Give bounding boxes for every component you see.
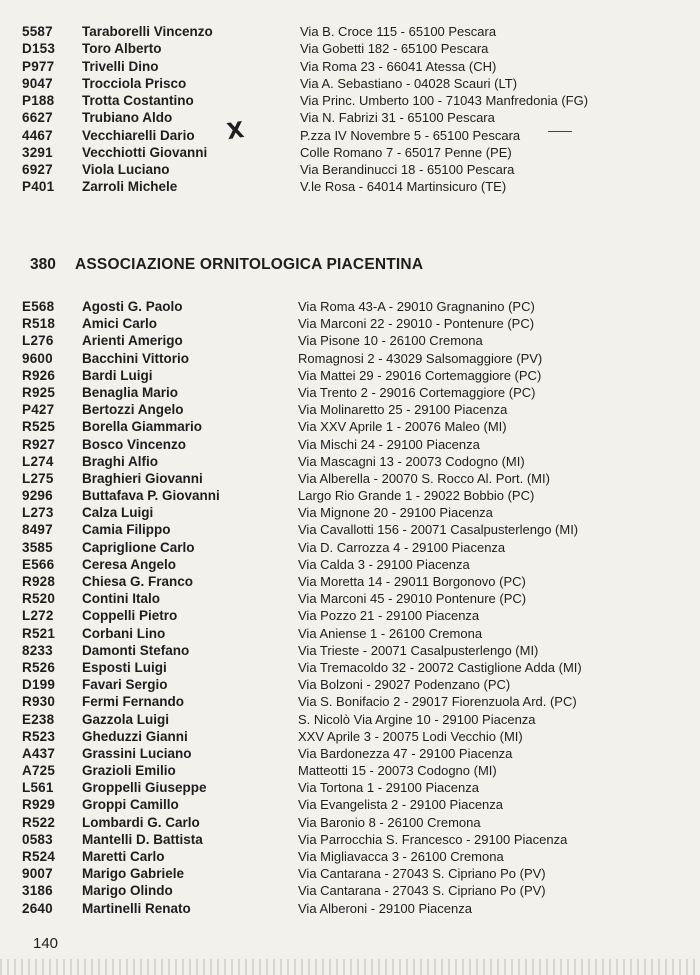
member-address: Via XXV Aprile 1 - 20076 Maleo (MI) bbox=[298, 419, 507, 435]
member-code: 3585 bbox=[22, 539, 53, 555]
member-name: Coppelli Pietro bbox=[82, 608, 178, 624]
member-code: 6627 bbox=[22, 110, 53, 126]
member-name: Favari Sergio bbox=[82, 677, 168, 693]
member-address: Via Parrocchia S. Francesco - 29100 Piacenza bbox=[298, 831, 568, 847]
member-name: Chiesa G. Franco bbox=[82, 574, 194, 589]
member-row bbox=[0, 298, 700, 315]
member-name: Capriglione Carlo bbox=[82, 539, 195, 555]
member-code: 9047 bbox=[22, 75, 53, 91]
member-row bbox=[0, 779, 700, 796]
member-code: L275 bbox=[22, 470, 54, 486]
member-code: R524 bbox=[22, 849, 56, 864]
pencil-dash bbox=[548, 131, 572, 132]
member-address: Via Cantarana - 27043 S. Cipriano Po (PV) bbox=[298, 883, 546, 899]
member-code: E566 bbox=[22, 556, 55, 572]
member-row bbox=[0, 865, 700, 882]
member-address: Via A. Sebastiano - 04028 Scauri (LT) bbox=[300, 75, 518, 91]
member-row bbox=[0, 92, 700, 109]
member-row bbox=[0, 315, 700, 332]
member-row bbox=[0, 728, 700, 745]
member-name: Camia Filippo bbox=[82, 522, 171, 538]
member-row bbox=[0, 659, 700, 676]
member-name: Buttafava P. Giovanni bbox=[82, 488, 220, 504]
member-address: Via Cantarana - 27043 S. Cipriano Po (PV) bbox=[298, 866, 546, 882]
member-name: Amici Carlo bbox=[82, 316, 158, 332]
member-row bbox=[0, 23, 700, 40]
member-row bbox=[0, 436, 700, 453]
member-row bbox=[0, 58, 700, 75]
member-name: Mantelli D. Battista bbox=[82, 831, 203, 847]
member-name: Trotta Costantino bbox=[82, 93, 194, 108]
member-row bbox=[0, 521, 700, 538]
member-address: Via Alberoni - 29100 Piacenza bbox=[298, 900, 472, 916]
member-row bbox=[0, 693, 700, 710]
member-address: Via Gobetti 182 - 65100 Pescara bbox=[300, 41, 489, 57]
member-address: Colle Romano 7 - 65017 Penne (PE) bbox=[300, 144, 512, 160]
member-address: Via Roma 23 - 66041 Atessa (CH) bbox=[300, 58, 497, 74]
member-name: Trubiano Aldo bbox=[82, 110, 173, 126]
member-row bbox=[0, 711, 700, 728]
member-code: R520 bbox=[22, 591, 56, 607]
member-name: Arienti Amerigo bbox=[82, 333, 183, 349]
member-address: Via Moretta 14 - 29011 Borgonovo (PC) bbox=[298, 574, 526, 589]
member-code: P188 bbox=[22, 93, 55, 108]
member-address: Via Baronio 8 - 26100 Cremona bbox=[298, 814, 481, 830]
member-code: E568 bbox=[22, 299, 55, 314]
member-code: R929 bbox=[22, 797, 56, 813]
member-address: Via Cavallotti 156 - 20071 Casalpusterlengo (MI) bbox=[298, 522, 579, 538]
member-code: A725 bbox=[22, 763, 56, 779]
member-name: Bacchini Vittorio bbox=[82, 350, 190, 366]
member-code: 3291 bbox=[22, 144, 53, 160]
member-code: 8233 bbox=[22, 642, 53, 658]
member-name: Borella Giammario bbox=[82, 419, 203, 435]
member-row bbox=[0, 487, 700, 504]
member-code: L561 bbox=[22, 780, 54, 796]
member-name: Vecchiarelli Dario bbox=[82, 127, 195, 143]
member-name: Benaglia Mario bbox=[82, 384, 179, 400]
member-address: Via Mignone 20 - 29100 Piacenza bbox=[298, 505, 493, 521]
member-code: 2640 bbox=[22, 900, 53, 916]
member-row bbox=[0, 625, 700, 642]
member-code: R925 bbox=[22, 384, 56, 400]
member-name: Lombardi G. Carlo bbox=[82, 814, 200, 830]
member-address: XXV Aprile 3 - 20075 Lodi Vecchio (MI) bbox=[298, 728, 523, 744]
member-row bbox=[0, 75, 700, 92]
member-code: R525 bbox=[22, 419, 56, 435]
member-row bbox=[0, 539, 700, 556]
member-address: Via Mischi 24 - 29100 Piacenza bbox=[298, 436, 480, 452]
member-code: 6927 bbox=[22, 162, 53, 177]
section-number: 380 bbox=[30, 256, 56, 273]
member-code: A437 bbox=[22, 745, 56, 761]
member-code: P427 bbox=[22, 402, 55, 418]
member-row bbox=[0, 762, 700, 779]
member-row bbox=[0, 401, 700, 418]
member-name: Corbani Lino bbox=[82, 625, 166, 641]
member-code: L274 bbox=[22, 453, 54, 469]
member-name: Fermi Fernando bbox=[82, 694, 185, 710]
member-address: Via S. Bonifacio 2 - 29017 Fiorenzuola Ard. (PC) bbox=[298, 694, 577, 710]
member-name: Maretti Carlo bbox=[82, 849, 165, 864]
member-name: Vecchiotti Giovanni bbox=[82, 144, 208, 160]
member-code: L272 bbox=[22, 608, 54, 624]
member-address: Via Bolzoni - 29027 Podenzano (PC) bbox=[298, 677, 511, 693]
member-address: Via Migliavacca 3 - 26100 Cremona bbox=[298, 849, 504, 864]
member-code: 0583 bbox=[22, 831, 53, 847]
scan-edge-noise bbox=[0, 959, 700, 975]
member-address: Via Evangelista 2 - 29100 Piacenza bbox=[298, 797, 504, 813]
member-code: R926 bbox=[22, 367, 56, 383]
member-address: Romagnosi 2 - 43029 Salsomaggiore (PV) bbox=[298, 350, 543, 366]
member-name: Taraborelli Vincenzo bbox=[82, 24, 213, 39]
member-name: Viola Luciano bbox=[82, 162, 170, 177]
member-code: 8497 bbox=[22, 522, 53, 538]
member-address: S. Nicolò Via Argine 10 - 29100 Piacenza bbox=[298, 711, 536, 727]
member-row bbox=[0, 144, 700, 161]
member-address: Via Marconi 45 - 29010 Pontenure (PC) bbox=[298, 591, 527, 607]
member-row bbox=[0, 418, 700, 435]
member-address: V.le Rosa - 64014 Martinsicuro (TE) bbox=[300, 179, 507, 195]
member-address: Via Alberella - 20070 S. Rocco Al. Port. (MI) bbox=[298, 470, 550, 486]
member-row bbox=[0, 882, 700, 899]
member-row bbox=[0, 161, 700, 178]
member-address: Via Aniense 1 - 26100 Cremona bbox=[298, 625, 483, 641]
member-code: P401 bbox=[22, 179, 55, 195]
member-row bbox=[0, 745, 700, 762]
member-address: Via Marconi 22 - 29010 - Pontenure (PC) bbox=[298, 316, 535, 332]
member-name: Braghi Alfio bbox=[82, 453, 158, 469]
member-name: Martinelli Renato bbox=[82, 900, 191, 916]
member-code: P977 bbox=[22, 58, 55, 74]
member-code: L276 bbox=[22, 333, 54, 349]
member-name: Bertozzi Angelo bbox=[82, 402, 184, 418]
member-address: Via D. Carrozza 4 - 29100 Piacenza bbox=[298, 539, 506, 555]
member-address: Via Pozzo 21 - 29100 Piacenza bbox=[298, 608, 480, 624]
member-row bbox=[0, 848, 700, 865]
page-number: 140 bbox=[33, 935, 59, 952]
member-row bbox=[0, 573, 700, 590]
member-name: Trivelli Dino bbox=[82, 58, 159, 74]
member-name: Marigo Gabriele bbox=[82, 866, 185, 882]
member-address: Via Trento 2 - 29016 Cortemaggiore (PC) bbox=[298, 384, 536, 400]
member-code: L273 bbox=[22, 505, 54, 521]
member-row bbox=[0, 178, 700, 195]
member-row bbox=[0, 40, 700, 57]
member-name: Esposti Luigi bbox=[82, 659, 167, 675]
member-row bbox=[0, 109, 700, 126]
member-address: Via Tremacoldo 32 - 20072 Castiglione Adda (MI) bbox=[298, 659, 582, 675]
member-address: P.zza IV Novembre 5 - 65100 Pescara bbox=[300, 127, 521, 143]
member-name: Bardi Luigi bbox=[82, 367, 153, 383]
member-code: 9007 bbox=[22, 866, 53, 882]
member-name: Gheduzzi Gianni bbox=[82, 728, 188, 744]
member-name: Groppelli Giuseppe bbox=[82, 780, 207, 796]
member-code: D153 bbox=[22, 41, 56, 57]
member-code: R928 bbox=[22, 574, 56, 589]
member-name: Grazioli Emilio bbox=[82, 763, 176, 779]
member-name: Toro Alberto bbox=[82, 41, 162, 57]
member-name: Braghieri Giovanni bbox=[82, 470, 203, 486]
member-name: Marigo Olindo bbox=[82, 883, 173, 899]
member-address: Largo Rio Grande 1 - 29022 Bobbio (PC) bbox=[298, 488, 535, 504]
member-row bbox=[0, 350, 700, 367]
member-list-previous-section bbox=[0, 23, 700, 196]
member-name: Ceresa Angelo bbox=[82, 556, 177, 572]
member-address: Via Princ. Umberto 100 - 71043 Manfredonia (FG) bbox=[300, 93, 589, 108]
member-name: Contini Italo bbox=[82, 591, 160, 607]
member-row bbox=[0, 796, 700, 813]
member-code: 9600 bbox=[22, 350, 53, 366]
member-address: Via Bardonezza 47 - 29100 Piacenza bbox=[298, 745, 513, 761]
member-row bbox=[0, 384, 700, 401]
member-code: R521 bbox=[22, 625, 56, 641]
member-code: 3186 bbox=[22, 883, 53, 899]
member-name: Damonti Stefano bbox=[82, 642, 190, 658]
member-code: R523 bbox=[22, 728, 56, 744]
member-address: Via Calda 3 - 29100 Piacenza bbox=[298, 556, 470, 572]
member-row bbox=[0, 367, 700, 384]
member-address: Matteotti 15 - 20073 Codogno (MI) bbox=[298, 763, 497, 779]
member-name: Calza Luigi bbox=[82, 505, 154, 521]
member-code: R927 bbox=[22, 436, 56, 452]
member-row bbox=[0, 453, 700, 470]
handwritten-mark: X bbox=[225, 117, 246, 146]
member-name: Zarroli Michele bbox=[82, 179, 178, 195]
member-name: Grassini Luciano bbox=[82, 745, 192, 761]
member-row bbox=[0, 556, 700, 573]
member-list bbox=[0, 298, 700, 917]
member-address: Via Trieste - 20071 Casalpusterlengo (MI) bbox=[298, 642, 539, 658]
member-code: R522 bbox=[22, 814, 56, 830]
section-title: ASSOCIAZIONE ORNITOLOGICA PIACENTINA bbox=[75, 256, 424, 273]
member-name: Groppi Camillo bbox=[82, 797, 179, 813]
member-name: Trocciola Prisco bbox=[82, 75, 187, 91]
member-address: Via Berandinucci 18 - 65100 Pescara bbox=[300, 162, 515, 177]
member-row bbox=[0, 504, 700, 521]
member-code: 9296 bbox=[22, 488, 53, 504]
member-row bbox=[0, 642, 700, 659]
member-row bbox=[0, 127, 700, 144]
member-code: R930 bbox=[22, 694, 56, 710]
member-row bbox=[0, 814, 700, 831]
member-row bbox=[0, 590, 700, 607]
member-address: Via Roma 43-A - 29010 Gragnanino (PC) bbox=[298, 299, 535, 314]
member-address: Via Pisone 10 - 26100 Cremona bbox=[298, 333, 483, 349]
member-name: Bosco Vincenzo bbox=[82, 436, 187, 452]
member-name: Gazzola Luigi bbox=[82, 711, 170, 727]
member-address: Via Mattei 29 - 29016 Cortemaggiore (PC) bbox=[298, 367, 542, 383]
member-row bbox=[0, 676, 700, 693]
member-code: 4467 bbox=[22, 127, 53, 143]
member-name: Agosti G. Paolo bbox=[82, 299, 183, 314]
member-row bbox=[0, 900, 700, 917]
member-address: Via Tortona 1 - 29100 Piacenza bbox=[298, 780, 479, 796]
member-address: Via N. Fabrizi 31 - 65100 Pescara bbox=[300, 110, 495, 126]
member-code: D199 bbox=[22, 677, 56, 693]
member-code: R518 bbox=[22, 316, 56, 332]
member-address: Via Mascagni 13 - 20073 Codogno (MI) bbox=[298, 453, 525, 469]
member-address: Via Molinaretto 25 - 29100 Piacenza bbox=[298, 402, 508, 418]
member-code: 5587 bbox=[22, 24, 53, 39]
member-code: E238 bbox=[22, 711, 55, 727]
member-row bbox=[0, 332, 700, 349]
member-row bbox=[0, 470, 700, 487]
member-row bbox=[0, 831, 700, 848]
member-row bbox=[0, 607, 700, 624]
member-code: R526 bbox=[22, 659, 56, 675]
member-address: Via B. Croce 115 - 65100 Pescara bbox=[300, 24, 497, 39]
